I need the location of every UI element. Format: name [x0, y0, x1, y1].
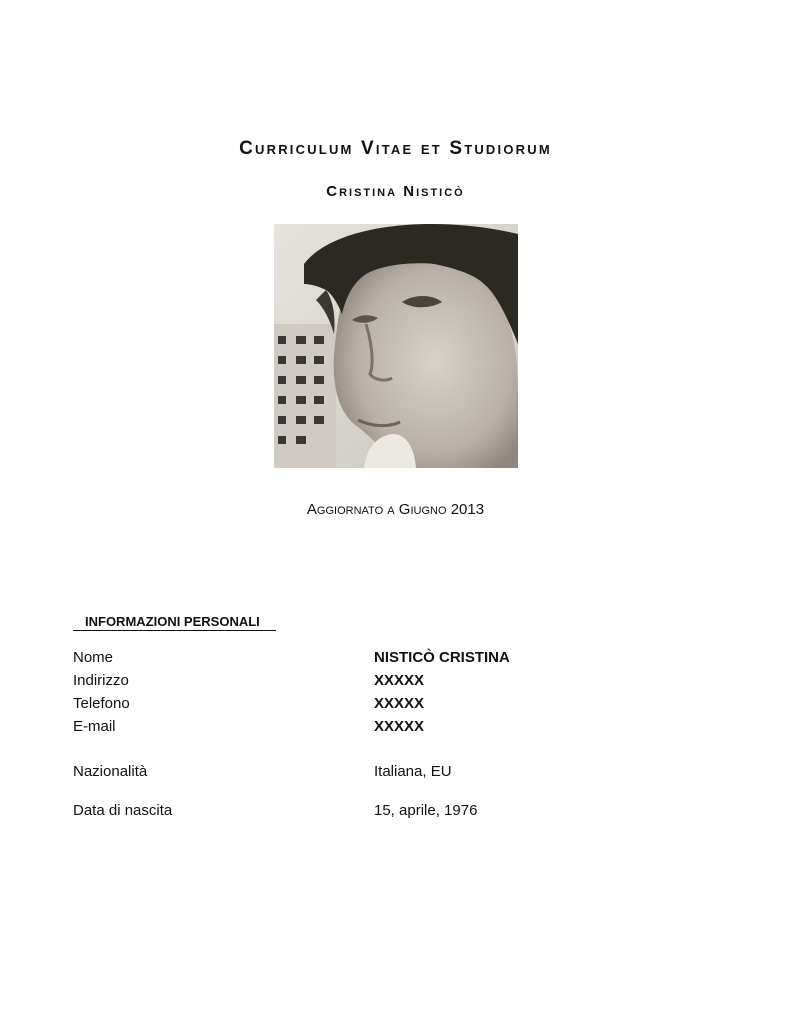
info-value: Italiana, EU: [374, 763, 452, 780]
section-heading-personal-info: INFORMAZIONI PERSONALI: [73, 614, 276, 631]
info-row-telefono: [73, 695, 723, 715]
info-row-indirizzo: [73, 672, 723, 692]
info-label: Nome: [73, 649, 114, 666]
info-label: E-mail: [73, 718, 116, 735]
info-row-nome: [73, 649, 723, 669]
info-label: Telefono: [73, 695, 130, 712]
info-value: 15, aprile, 1976: [374, 802, 478, 819]
info-label: Indirizzo: [73, 672, 129, 689]
last-updated-text: Aggiornato a Giugno 2013: [306, 501, 485, 518]
info-value: NISTICÒ CRISTINA: [374, 649, 510, 666]
info-row-nazionalita: [73, 763, 723, 783]
info-row-email: [73, 718, 723, 738]
info-row-data-di-nascita: [73, 802, 723, 822]
info-value: XXXXX: [374, 718, 425, 735]
info-label: Nazionalità: [73, 763, 148, 780]
document-title: Curriculum Vitae et Studiorum: [239, 138, 552, 159]
person-name-heading: Cristina Nisticò: [326, 183, 465, 200]
profile-photo: [274, 224, 518, 468]
info-value: XXXXX: [374, 695, 425, 712]
info-label: Data di nascita: [73, 802, 173, 819]
info-value: XXXXX: [374, 672, 425, 689]
